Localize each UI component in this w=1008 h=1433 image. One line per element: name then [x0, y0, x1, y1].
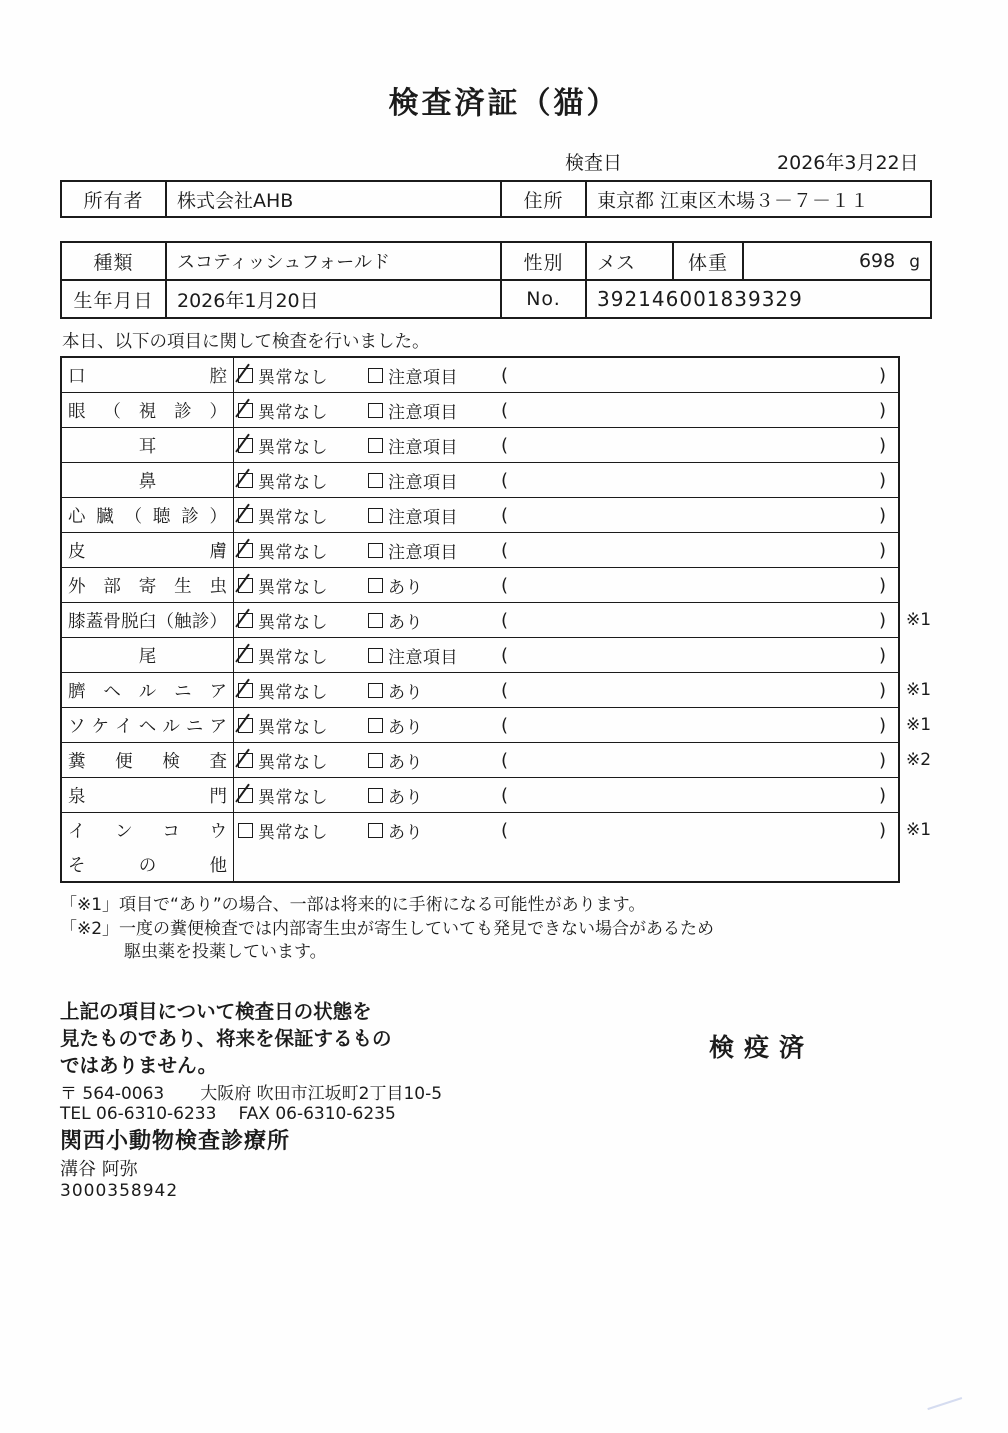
attention-label: あり — [388, 717, 423, 738]
paren-close: ) — [878, 819, 886, 841]
paren-open: ( — [501, 714, 509, 736]
check-row — [62, 812, 932, 847]
paren-open: ( — [501, 574, 509, 596]
tel-number: TEL 06-6310-6233 — [60, 1103, 217, 1124]
birthdate-label: 生年月日 — [61, 280, 166, 318]
no-abnormality-checkbox — [238, 403, 253, 418]
paren-close: ) — [878, 679, 886, 701]
attention-group — [368, 398, 501, 423]
attention-checkbox — [368, 753, 383, 768]
check-row-content — [234, 358, 898, 392]
sex-value: メス — [586, 242, 673, 280]
paren-open: ( — [501, 679, 509, 701]
no-abnormality-checkbox — [238, 718, 253, 733]
paren-close: ) — [878, 364, 886, 386]
no-abnormality-group — [238, 363, 368, 388]
no-abnormality-label: 異常なし — [258, 717, 328, 738]
reference-note-mark: ※1 — [906, 820, 932, 840]
no-abnormality-group — [238, 713, 368, 738]
weight-label: 体重 — [673, 242, 743, 280]
paren-close: ) — [878, 784, 886, 806]
paren-open: ( — [501, 784, 509, 806]
check-row — [62, 532, 898, 567]
check-item-label: 鼻 — [62, 463, 234, 497]
quarantine-stamp: 検疫済 — [708, 1033, 814, 1062]
no-abnormality-group — [238, 678, 368, 703]
paren-open: ( — [501, 364, 509, 386]
attention-group — [368, 748, 501, 773]
no-abnormality-group — [238, 783, 368, 808]
check-row — [62, 777, 898, 812]
no-abnormality-checkbox — [238, 753, 253, 768]
paren-open: ( — [501, 434, 509, 456]
no-abnormality-group — [238, 748, 368, 773]
no-abnormality-group — [238, 503, 368, 528]
paren-close: ) — [878, 399, 886, 421]
paren-close: ) — [878, 539, 886, 561]
check-item-label: 膝 蓋 骨 脱 臼 （ 触 診 ） — [62, 603, 234, 637]
no-abnormality-checkbox — [238, 648, 253, 663]
intro-text: 本日、以下の項目に関して検査を行いました。 — [62, 332, 430, 352]
paren-close: ) — [878, 469, 886, 491]
clinic-name: 関西小動物検査診療所 — [60, 1128, 291, 1154]
check-row — [62, 358, 898, 392]
check-item-label: 眼 （ 視 診 ） — [62, 393, 234, 427]
check-row — [62, 707, 932, 742]
check-item-label: 泉 門 — [62, 778, 234, 812]
check-row-content — [234, 498, 898, 532]
attention-group — [368, 608, 501, 633]
no-abnormality-checkbox — [238, 508, 253, 523]
attention-group — [368, 363, 501, 388]
check-row — [62, 637, 898, 672]
reference-note-mark: ※1 — [906, 715, 932, 735]
attention-group — [368, 783, 501, 808]
check-row-content — [234, 393, 898, 427]
check-row-content — [234, 568, 898, 602]
attention-checkbox — [368, 403, 383, 418]
paren-close: ) — [878, 609, 886, 631]
paren-close: ) — [878, 434, 886, 456]
check-item-label: 心 臓 （ 聴 診 ） — [62, 498, 234, 532]
attention-label: 注意項目 — [388, 507, 458, 528]
no-abnormality-group — [238, 538, 368, 563]
check-row-content — [234, 603, 898, 637]
footnote-2-line1: 「※2」一度の糞便検査では内部寄生虫が寄生していても発見できない場合があるため — [60, 918, 715, 939]
check-item-label: 尾 — [62, 638, 234, 672]
attention-group — [368, 503, 501, 528]
paren-open: ( — [501, 469, 509, 491]
postal-code: 〒 564-0063 — [60, 1083, 165, 1104]
attention-group — [368, 538, 501, 563]
attention-label: 注意項目 — [388, 402, 458, 423]
address-value: 東京都 江東区木場３－７－１１ — [586, 181, 931, 217]
check-row-other — [62, 847, 898, 881]
footnote-2-line2: 駆虫薬を投薬しています。 — [124, 942, 327, 962]
breed-value: スコティッシュフォールド — [166, 242, 501, 280]
check-row — [62, 462, 898, 497]
animal-info-table — [60, 241, 932, 319]
no-abnormality-group — [238, 608, 368, 633]
reference-note-mark: ※1 — [906, 680, 932, 700]
check-row — [62, 602, 932, 637]
footnotes — [60, 895, 932, 964]
check-row-content — [234, 813, 898, 847]
no-abnormality-checkbox — [238, 438, 253, 453]
no-abnormality-checkbox — [238, 473, 253, 488]
check-item-label: 口 腔 — [62, 358, 234, 392]
disclaimer-text — [60, 998, 392, 1079]
paren-close: ) — [878, 644, 886, 666]
weight-cell — [743, 242, 931, 280]
inspection-date-label: 検査日 — [565, 152, 623, 174]
attention-group — [368, 713, 501, 738]
check-row — [62, 392, 898, 427]
page-title: 検査済証（猫） — [388, 86, 620, 121]
no-abnormality-label: 異常なし — [258, 542, 328, 563]
inspection-date-row — [60, 148, 932, 175]
check-row — [62, 427, 898, 462]
attention-checkbox — [368, 578, 383, 593]
check-item-label: 皮 膚 — [62, 533, 234, 567]
check-row-content — [234, 533, 898, 567]
no-abnormality-checkbox — [238, 788, 253, 803]
paren-open: ( — [501, 504, 509, 526]
paren-open: ( — [501, 399, 509, 421]
attention-label: あり — [388, 612, 423, 633]
tel-fax-line — [60, 1104, 932, 1124]
no-abnormality-label: 異常なし — [258, 472, 328, 493]
paren-close: ) — [878, 714, 886, 736]
clinic-footer — [60, 1079, 932, 1201]
check-row-content — [234, 638, 898, 672]
reference-note-mark: ※1 — [906, 610, 932, 630]
attention-checkbox — [368, 543, 383, 558]
attention-checkbox — [368, 683, 383, 698]
no-abnormality-label: 異常なし — [258, 577, 328, 598]
attention-group — [368, 678, 501, 703]
attention-checkbox — [368, 473, 383, 488]
paren-open: ( — [501, 749, 509, 771]
no-abnormality-checkbox — [238, 683, 253, 698]
attention-label: 注意項目 — [388, 367, 458, 388]
postal-address-line — [60, 1079, 932, 1104]
check-row — [62, 497, 898, 532]
clinic-address: 大阪府 吹田市江坂町2丁目10-5 — [200, 1083, 443, 1104]
no-abnormality-checkbox — [238, 368, 253, 383]
reference-note-mark: ※2 — [906, 750, 932, 770]
serial-number: 3000358942 — [60, 1180, 179, 1201]
no-abnormality-label: 異常なし — [258, 402, 328, 423]
paren-close: ) — [878, 504, 886, 526]
attention-label: 注意項目 — [388, 472, 458, 493]
attention-checkbox — [368, 788, 383, 803]
disclaimer-line3: ではありません。 — [60, 1053, 218, 1077]
no-abnormality-label: 異常なし — [258, 787, 328, 808]
owner-info-table — [60, 180, 932, 218]
no-abnormality-checkbox — [238, 543, 253, 558]
birthdate-value: 2026年1月20日 — [166, 280, 501, 318]
attention-label: あり — [388, 577, 423, 598]
owner-label: 所有者 — [61, 181, 166, 217]
check-row — [62, 672, 932, 707]
no-abnormality-label: 異常なし — [258, 682, 328, 703]
veterinarian-name: 溝谷 阿弥 — [60, 1158, 138, 1180]
owner-value: 株式会社AHB — [166, 181, 501, 217]
paren-open: ( — [501, 644, 509, 666]
paren-open: ( — [501, 539, 509, 561]
checklist-rows — [62, 358, 932, 847]
attention-label: 注意項目 — [388, 647, 458, 668]
no-label: No. — [501, 280, 586, 318]
no-abnormality-group — [238, 643, 368, 668]
attention-checkbox — [368, 823, 383, 838]
attention-group — [368, 573, 501, 598]
check-row-content — [234, 743, 898, 777]
sex-label: 性別 — [501, 242, 586, 280]
no-abnormality-checkbox — [238, 613, 253, 628]
attention-label: あり — [388, 682, 423, 703]
disclaimer-line1: 上記の項目について検査日の状態を — [60, 999, 372, 1023]
check-row-content — [234, 428, 898, 462]
check-row-content — [234, 778, 898, 812]
attention-checkbox — [368, 438, 383, 453]
document-body — [60, 148, 932, 1201]
check-row — [62, 567, 898, 602]
no-abnormality-label: 異常なし — [258, 437, 328, 458]
attention-group — [368, 468, 501, 493]
no-abnormality-label: 異常なし — [258, 752, 328, 773]
check-item-label: イ ン コ ウ — [62, 813, 234, 847]
paren-open: ( — [501, 819, 509, 841]
no-value: 392146001839329 — [586, 280, 931, 318]
attention-group — [368, 433, 501, 458]
checklist-table — [60, 356, 932, 883]
check-row-content — [234, 708, 898, 742]
other-item-label: そ の 他 — [62, 847, 234, 881]
check-row-content — [234, 673, 898, 707]
attention-label: 注意項目 — [388, 437, 458, 458]
check-item-label: ソ ケ イ ヘ ル ニ ア — [62, 708, 234, 742]
footnote-1: 「※1」項目で“あり”の場合、一部は将来的に手術になる可能性があります。 — [60, 895, 646, 915]
check-item-label: 耳 — [62, 428, 234, 462]
no-abnormality-group — [238, 573, 368, 598]
no-abnormality-checkbox — [238, 578, 253, 593]
attention-group — [368, 818, 501, 843]
weight-value: 698 — [858, 250, 896, 272]
check-item-label: 臍 ヘ ル ニ ア — [62, 673, 234, 707]
no-abnormality-checkbox — [238, 823, 253, 838]
attention-group — [368, 643, 501, 668]
address-label: 住所 — [501, 181, 586, 217]
attention-label: 注意項目 — [388, 542, 458, 563]
check-item-label: 糞 便 検 査 — [62, 743, 234, 777]
no-abnormality-group — [238, 468, 368, 493]
weight-unit: g — [909, 252, 920, 272]
breed-label: 種類 — [61, 242, 166, 280]
scan-artifact — [922, 1380, 962, 1410]
check-row — [62, 742, 932, 777]
no-abnormality-group — [238, 433, 368, 458]
other-row-content — [234, 847, 898, 881]
fax-number: FAX 06-6310-6235 — [238, 1103, 396, 1124]
check-item-label: 外 部 寄 生 虫 — [62, 568, 234, 602]
no-abnormality-group — [238, 818, 368, 843]
attention-checkbox — [368, 368, 383, 383]
attention-checkbox — [368, 613, 383, 628]
paren-close: ) — [878, 749, 886, 771]
attention-checkbox — [368, 718, 383, 733]
no-abnormality-label: 異常なし — [258, 647, 328, 668]
no-abnormality-label: 異常なし — [258, 367, 328, 388]
no-abnormality-label: 異常なし — [258, 507, 328, 528]
attention-label: あり — [388, 752, 423, 773]
check-row-content — [234, 463, 898, 497]
disclaimer-line2: 見たものであり、将来を保証するもの — [60, 1026, 392, 1050]
attention-label: あり — [388, 822, 423, 843]
paren-open: ( — [501, 609, 509, 631]
no-abnormality-label: 異常なし — [258, 822, 328, 843]
no-abnormality-group — [238, 398, 368, 423]
attention-checkbox — [368, 508, 383, 523]
no-abnormality-label: 異常なし — [258, 612, 328, 633]
attention-checkbox — [368, 648, 383, 663]
inspection-date-value: 2026年3月22日 — [777, 152, 919, 174]
disclaimer-section — [60, 998, 932, 1079]
paren-close: ) — [878, 574, 886, 596]
attention-label: あり — [388, 787, 423, 808]
